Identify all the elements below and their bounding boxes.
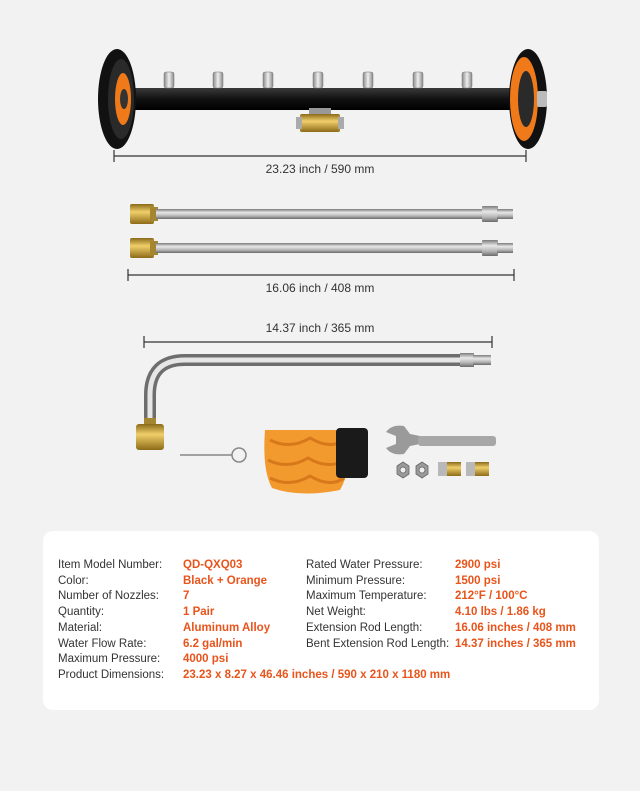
extension-rod-1 [130,204,513,224]
bent-rod-dimension-label: 14.37 inch / 365 mm [265,321,375,335]
spec-card [43,531,599,710]
wash-mitt-icon [264,428,368,494]
spec-key-material: Material: [58,622,103,634]
rod-dimension-line [128,269,514,281]
spec-value-flow-rate: 6.2 gal/min [183,638,243,650]
spec-key-nozzles: Number of Nozzles: [58,590,159,602]
spec-key-max-pressure: Maximum Pressure: [58,653,161,665]
undercarriage-cleaner [98,49,547,162]
brass-fitting-icons [438,462,489,476]
cleaning-needle-icon [180,448,246,462]
spec-value-net-weight: 4.10 lbs / 1.86 kg [455,606,546,618]
spec-key-color: Color: [58,575,89,587]
wrench-icon [386,426,496,455]
extension-rod-2 [130,238,513,258]
accessories [180,426,496,494]
spec-key-quantity: Quantity: [58,606,105,618]
spray-nozzles [164,72,472,88]
spec-value-quantity: 1 Pair [183,606,215,618]
nut-icons [397,462,428,478]
center-inlet [296,108,344,132]
left-wheel-icon [98,49,136,149]
spec-key-min-pressure: Minimum Pressure: [306,575,406,587]
spec-value-rated-pressure: 2900 psi [455,559,501,571]
spec-value-max-pressure: 4000 psi [183,653,229,665]
spec-key-dimensions: Product Dimensions: [58,669,165,681]
spec-value-nozzles: 7 [183,590,190,602]
extension-rods [128,204,514,281]
spec-value-bent-rod-length: 14.37 inches / 365 mm [455,638,576,650]
spec-value-rod-length: 16.06 inches / 408 mm [455,622,576,634]
spec-key-flow-rate: Water Flow Rate: [58,638,147,650]
spec-value-min-pressure: 1500 psi [455,575,501,587]
width-dimension-label: 23.23 inch / 590 mm [265,162,375,176]
spec-value-dimensions: 23.23 x 8.27 x 46.46 inches / 590 x 210 x 1180 mm [183,669,451,681]
spray-bar [118,88,522,110]
spec-key-rod-length: Extension Rod Length: [306,622,423,634]
rod-dimension-label: 16.06 inch / 408 mm [265,281,375,295]
spec-value-model: QD-QXQ03 [183,559,243,571]
spec-value-max-temp: 212°F / 100°C [455,590,528,602]
spec-key-rated-pressure: Rated Water Pressure: [306,559,423,571]
spec-key-max-temp: Maximum Temperature: [306,590,427,602]
right-wheel-icon [509,49,547,149]
spec-value-color: Black + Orange [183,575,268,587]
spec-value-material: Aluminum Alloy [183,622,271,634]
spec-key-bent-rod-length: Bent Extension Rod Length: [306,638,450,650]
width-dimension-line [114,150,526,162]
spec-key-model: Item Model Number: [58,559,163,571]
bent-rod-dimension-line [144,336,492,348]
spec-key-net-weight: Net Weight: [306,606,366,618]
